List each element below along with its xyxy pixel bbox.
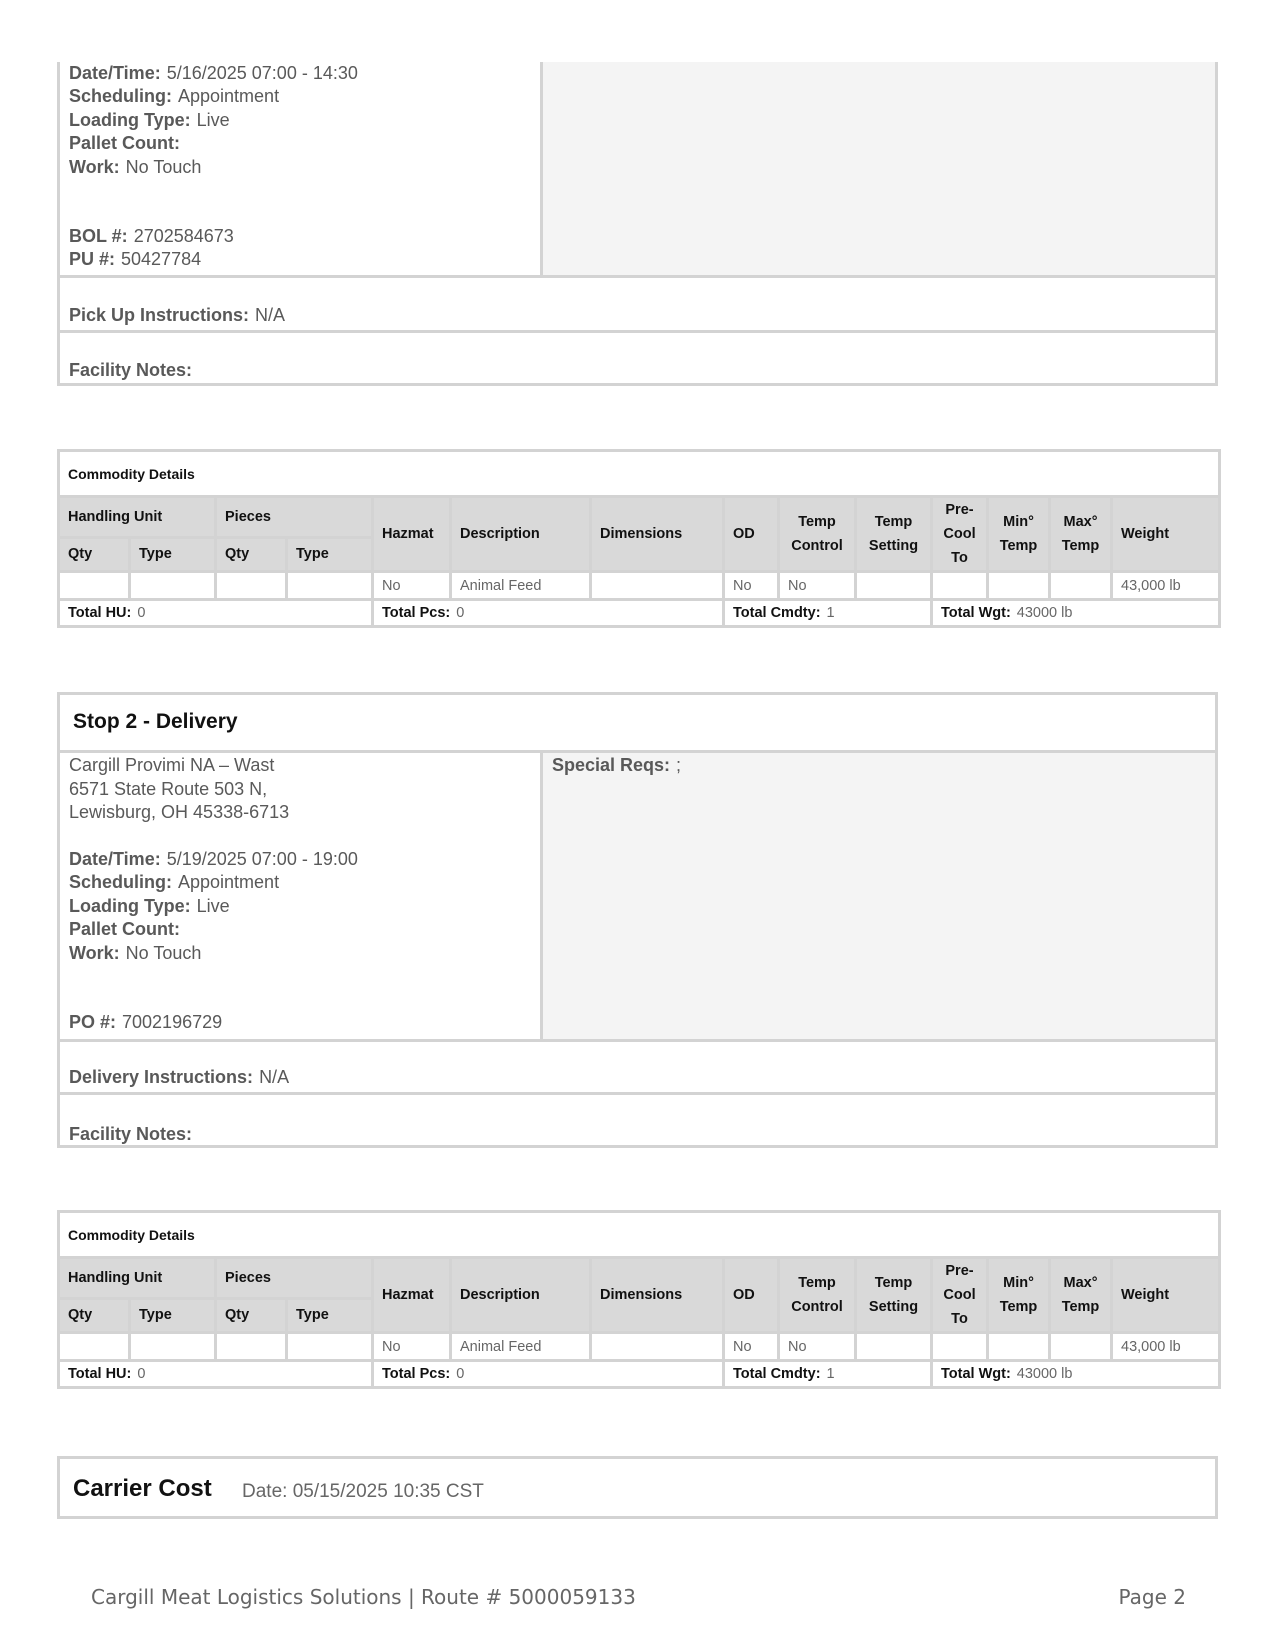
stop2-sep-2 [60, 1092, 1215, 1095]
stop1-loading-type: Loading Type: Live [69, 109, 230, 130]
stop1-sep-2 [60, 330, 1215, 333]
cell-min-temp [988, 572, 1050, 600]
col-pieces: Pieces [216, 1258, 373, 1299]
stop2-panel [57, 692, 1218, 1148]
stop2-delivery-instructions: Delivery Instructions: N/A [69, 1067, 290, 1087]
total-wgt: Total Wgt: 43000 lb [932, 600, 1220, 627]
cell-hu-qty [59, 1333, 130, 1361]
carrier-cost-date: Date: 05/15/2025 10:35 CST [242, 1481, 484, 1502]
cell-description: Animal Feed [451, 572, 591, 600]
col-pcs-type: Type [287, 537, 373, 571]
col-hazmat: Hazmat [373, 497, 451, 572]
stop2-pallet-count: Pallet Count: [69, 919, 180, 940]
stop2-special-area [543, 753, 1215, 1039]
stop1-panel [57, 62, 1218, 386]
stop1-refs [69, 225, 234, 272]
cell-pcs-qty [216, 572, 287, 600]
cell-max-temp [1050, 572, 1112, 600]
stop2-special-reqs: Special Reqs: ; [552, 755, 682, 775]
col-pcs-type: Type [287, 1298, 373, 1332]
stop1-pu: PU #: 50427784 [69, 249, 202, 270]
cell-weight: 43,000 lb [1112, 1333, 1220, 1361]
cell-dimensions [591, 1333, 724, 1361]
cell-pcs-qty [216, 1333, 287, 1361]
col-hazmat: Hazmat [373, 1258, 451, 1333]
commodity-table-1 [57, 449, 1221, 628]
cell-pre-cool-to [932, 572, 988, 600]
total-cmdty: Total Cmdty: 1 [724, 1361, 932, 1388]
cell-od: No [724, 572, 779, 600]
col-temp-control: Temp Control [779, 497, 856, 572]
address-line-3: Lewisburg, OH 45338-6713 [69, 802, 290, 822]
total-wgt: Total Wgt: 43000 lb [932, 1361, 1220, 1388]
total-pcs: Total Pcs: 0 [373, 600, 724, 627]
table-row [59, 572, 1220, 600]
col-pre-cool-to: Pre-Cool To [932, 1258, 988, 1333]
cell-pcs-type [287, 572, 373, 600]
col-dimensions: Dimensions [591, 497, 724, 572]
cell-description: Animal Feed [451, 1333, 591, 1361]
stop2-facility-notes: Facility Notes: [69, 1124, 193, 1144]
col-hu-qty: Qty [59, 537, 130, 571]
stop1-scheduling: Scheduling: Appointment [69, 86, 280, 107]
address-line-2: 6571 State Route 503 N, [69, 778, 268, 799]
cell-pre-cool-to [932, 1333, 988, 1361]
stop1-details [69, 62, 358, 179]
cell-temp-setting [856, 1333, 932, 1361]
col-description: Description [451, 497, 591, 572]
stop2-address [69, 754, 289, 825]
cell-min-temp [988, 1333, 1050, 1361]
cell-hazmat: No [373, 1333, 451, 1361]
commodity-title: Commodity Details [59, 1212, 1220, 1258]
stop2-divider [540, 753, 543, 1039]
col-temp-setting: Temp Setting [856, 1258, 932, 1333]
cell-temp-setting [856, 572, 932, 600]
commodity-table-2 [57, 1210, 1221, 1389]
col-pcs-qty: Qty [216, 537, 287, 571]
stop2-title: Stop 2 - Delivery [73, 710, 238, 733]
cell-pcs-type [287, 1333, 373, 1361]
col-od: OD [724, 497, 779, 572]
total-cmdty: Total Cmdty: 1 [724, 600, 932, 627]
col-description: Description [451, 1258, 591, 1333]
col-weight: Weight [1112, 1258, 1220, 1333]
cell-hu-type [130, 1333, 216, 1361]
totals-row [59, 600, 1220, 627]
stop1-work: Work: No Touch [69, 156, 202, 177]
cell-dimensions [591, 572, 724, 600]
commodity-title: Commodity Details [59, 451, 1220, 497]
col-dimensions: Dimensions [591, 1258, 724, 1333]
col-od: OD [724, 1258, 779, 1333]
address-line-1: Cargill Provimi NA – Wast [69, 755, 275, 775]
footer-page-number: Page 2 [1118, 1585, 1186, 1609]
cell-weight: 43,000 lb [1112, 572, 1220, 600]
stop1-pickup-instructions: Pick Up Instructions: N/A [69, 305, 286, 325]
cell-hu-qty [59, 572, 130, 600]
cell-temp-control: No [779, 572, 856, 600]
stop1-facility-notes: Facility Notes: [69, 360, 193, 380]
col-handling-unit: Handling Unit [59, 497, 216, 538]
stop1-bol: BOL #: 2702584673 [69, 226, 234, 246]
stop2-datetime: Date/Time: 5/19/2025 07:00 - 19:00 [69, 849, 358, 869]
col-weight: Weight [1112, 497, 1220, 572]
cell-hazmat: No [373, 572, 451, 600]
col-min-temp: Min° Temp [988, 497, 1050, 572]
col-temp-setting: Temp Setting [856, 497, 932, 572]
stop2-work: Work: No Touch [69, 942, 202, 963]
stop2-details [69, 848, 358, 965]
col-hu-type: Type [130, 1298, 216, 1332]
carrier-cost-panel [57, 1456, 1218, 1519]
stop2-po: PO #: 7002196729 [69, 1012, 223, 1032]
footer-route: Cargill Meat Logistics Solutions | Route # 5000059133 [91, 1585, 636, 1609]
col-max-temp: Max° Temp [1050, 1258, 1112, 1333]
stop1-sep-1 [60, 275, 1215, 278]
col-hu-qty: Qty [59, 1298, 130, 1332]
col-temp-control: Temp Control [779, 1258, 856, 1333]
stop1-datetime: Date/Time: 5/16/2025 07:00 - 14:30 [69, 63, 358, 83]
totals-row [59, 1361, 1220, 1388]
stop2-loading-type: Loading Type: Live [69, 895, 230, 916]
stop2-scheduling: Scheduling: Appointment [69, 872, 280, 893]
cell-max-temp [1050, 1333, 1112, 1361]
total-hu: Total HU: 0 [59, 600, 373, 627]
stop2-sep-1 [60, 1039, 1215, 1042]
col-pieces: Pieces [216, 497, 373, 538]
col-min-temp: Min° Temp [988, 1258, 1050, 1333]
cell-temp-control: No [779, 1333, 856, 1361]
cell-hu-type [130, 572, 216, 600]
col-pre-cool-to: Pre-Cool To [932, 497, 988, 572]
col-pcs-qty: Qty [216, 1298, 287, 1332]
col-max-temp: Max° Temp [1050, 497, 1112, 572]
total-pcs: Total Pcs: 0 [373, 1361, 724, 1388]
cell-od: No [724, 1333, 779, 1361]
stop1-special-area [543, 62, 1215, 275]
stop1-pallet-count: Pallet Count: [69, 133, 180, 154]
table-row [59, 1333, 1220, 1361]
total-hu: Total HU: 0 [59, 1361, 373, 1388]
col-handling-unit: Handling Unit [59, 1258, 216, 1299]
stop1-divider [540, 62, 543, 275]
col-hu-type: Type [130, 537, 216, 571]
carrier-cost-title: Carrier Cost [73, 1475, 212, 1502]
